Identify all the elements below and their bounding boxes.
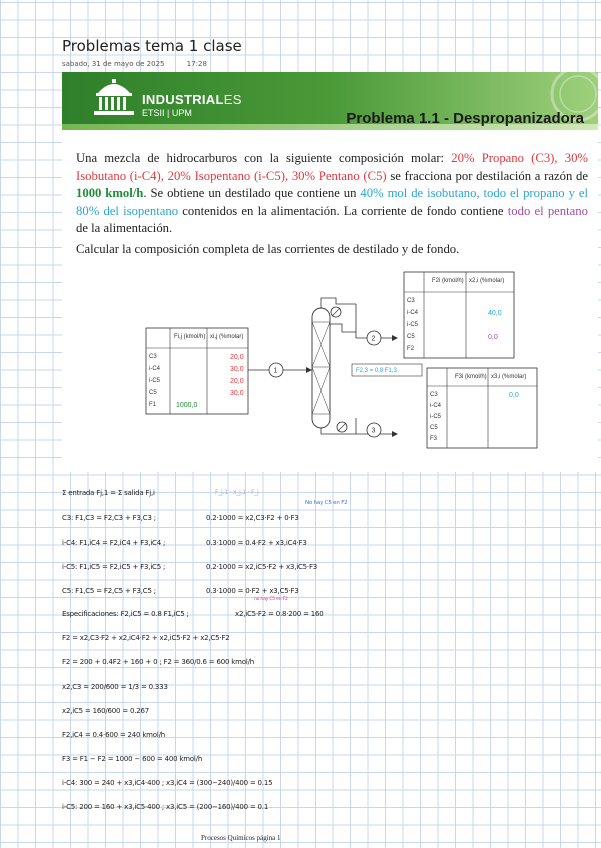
feed-x-value: 30,0 <box>230 390 244 397</box>
feed-head-x: xi,j (%molar) <box>210 334 244 340</box>
feed-x-value: 30,0 <box>230 366 244 373</box>
note-line: C5: F1,C5 = F2,C5 + F3,C5 ; <box>62 587 156 595</box>
bottoms-spec: todo el pentano <box>507 203 588 218</box>
note-blue: No hay C5 en F2 <box>305 500 348 506</box>
top-head-x: x2,i (%molar) <box>469 278 505 284</box>
page-time: 17:28 <box>186 60 207 68</box>
feed-table <box>146 328 248 414</box>
bottom-x-c3: 0,0 <box>509 392 519 399</box>
page-title: Problemas tema 1 clase <box>62 37 242 55</box>
top-row-label: C3 <box>407 298 415 304</box>
note-line: F2 = 200 + 0.4F2 + 160 + 0 ; F2 = 360/0.6 = 600 kmol/h <box>62 658 254 666</box>
note-line: i-C4: 300 = 240 + x3,iC4·400 ; x3,iC4 = (300−240)/400 = 0.15 <box>62 779 273 787</box>
top-x-ic4: 40,0 <box>488 310 502 317</box>
top-row-label: F2 <box>407 346 415 352</box>
note-line: Especificaciones: F2,iC5 = 0.8 F1,iC5 ; <box>62 610 189 618</box>
note-line: 0.2·1000 = x2,C3·F2 + 0·F3 <box>206 514 299 522</box>
feed-flow-total: 1000,0 <box>176 402 198 409</box>
feed-row-label: i-C4 <box>149 366 161 372</box>
top-row-label: i-C4 <box>407 310 419 316</box>
note-line: i-C5: F1,iC5 = F2,iC5 + F3,iC5 ; <box>62 563 166 571</box>
note-line: x2,C3 = 200/600 = 1/3 = 0.333 <box>62 683 168 691</box>
bottom-row-label: C3 <box>430 392 438 398</box>
note-line: F2,iC4 = 0.4·600 = 240 kmol/h <box>62 731 166 739</box>
note-line: C3: F1,C3 = F2,C3 + F3,C3 ; <box>62 514 156 522</box>
top-row-label: C5 <box>407 334 415 340</box>
page-date: sabado, 31 de mayo de 2025 <box>62 60 165 68</box>
note-line: 0.3·1000 = 0.4·F2 + x3,iC4·F3 <box>206 539 307 547</box>
note-gray: F_j,1 · x_j,1 · F_j <box>215 489 259 496</box>
page-datetime <box>62 60 227 68</box>
bottom-head-x: x3,i (%molar) <box>491 374 527 380</box>
note-line: F2 = x2,C3·F2 + x2,iC4·F2 + x2,iC5·F2 + x2,C5·F2 <box>62 634 230 642</box>
note-line: i-C4: F1,iC4 = F2,iC4 + F3,iC4 ; <box>62 539 166 547</box>
problem-statement: Una mezcla de hidrocarburos con la siguiente composición molar: 20% Propano (C3), 30% Isobutano (i-C4), 20% Isopentano (i-C5), 30% Pentano (C5) se fracciona por destilación a razón de 1000 kmol/h. Se obtiene un destilado que contiene un 40% mol de isobutano, todo el propano y el 80% del isopentano contenidos en la alimentación. La corriente de fondo contiene todo el pentano de la alimentación. <box>76 151 589 235</box>
bottoms-table <box>427 368 537 448</box>
bottom-row-label: i-C5 <box>430 414 442 420</box>
note-pink: no hay C5 en F2 <box>254 597 288 602</box>
feed-rate: 1000 kmol/h <box>76 186 144 200</box>
note-line: Σ entrada Fj,1 = Σ salida Fj,i <box>62 489 155 497</box>
distillate-spec: 40% mol de isobutano, todo el propano y el 80% del isopentano <box>76 186 588 218</box>
feed-row-label: F1 <box>149 402 157 408</box>
distillate-table <box>404 272 514 358</box>
stream-3-label: 3 <box>371 427 376 435</box>
note-line: i-C5: 200 = 160 + x3,iC5·400 ; x3,iC5 = (200−160)/400 = 0.1 <box>62 803 269 811</box>
feed-x-value: 20,0 <box>230 354 244 361</box>
note-line: 0.3·1000 = 0·F2 + x3,C5·F3 <box>206 587 299 595</box>
feed-x-value: 20,0 <box>230 378 244 385</box>
logo-subtitle: ETSII | UPM <box>142 108 192 118</box>
distillation-column <box>312 308 330 428</box>
bottom-row-label: i-C4 <box>430 403 442 409</box>
top-row-label: i-C5 <box>407 322 419 328</box>
feed-composition: 20% Propano (C3), 30% Isobutano (i-C4), 20% Isopentano (i-C5), 30% Pentano (C5) <box>76 151 589 183</box>
note-line: 0.2·1000 = x2,iC5·F2 + x3,iC5·F3 <box>206 563 318 571</box>
feed-row-label: C5 <box>149 390 157 396</box>
top-head-flow: F2i (kmol/h) <box>432 278 464 284</box>
bottom-row-label: C5 <box>430 425 438 431</box>
problem-slide <box>62 72 598 472</box>
note-line: x2,iC5·F2 = 0.8·200 = 160 <box>235 610 324 618</box>
feed-row-label: C3 <box>149 354 157 360</box>
problem-question: Calcular la composición completa de las corrientes de destilado y de fondo. <box>76 242 460 256</box>
stream-2-label: 2 <box>371 335 376 343</box>
bottom-head-flow: F3i (kmol/h) <box>455 374 487 380</box>
bottom-row-label: F3 <box>430 436 438 442</box>
note-line: F3 = F1 − F2 = 1000 − 600 = 400 kmol/h <box>62 755 203 763</box>
process-diagram <box>62 72 598 472</box>
logo-name: INDUSTRIALES <box>142 92 242 107</box>
note-line: x2,iC5 = 160/600 = 0.267 <box>62 707 150 715</box>
spec-box-text: F2,3 = 0,8 F1,3 <box>356 368 397 374</box>
stream-1-label: 1 <box>273 367 278 375</box>
feed-head-flow: Fi,j (kmol/h) <box>174 334 206 340</box>
page-footer: Procesos Químicos página 1 <box>201 834 281 842</box>
problem-title: Problema 1.1 - Despropanizadora <box>346 110 584 127</box>
feed-row-label: i-C5 <box>149 378 161 384</box>
top-x-c5: 0,0 <box>488 334 498 341</box>
